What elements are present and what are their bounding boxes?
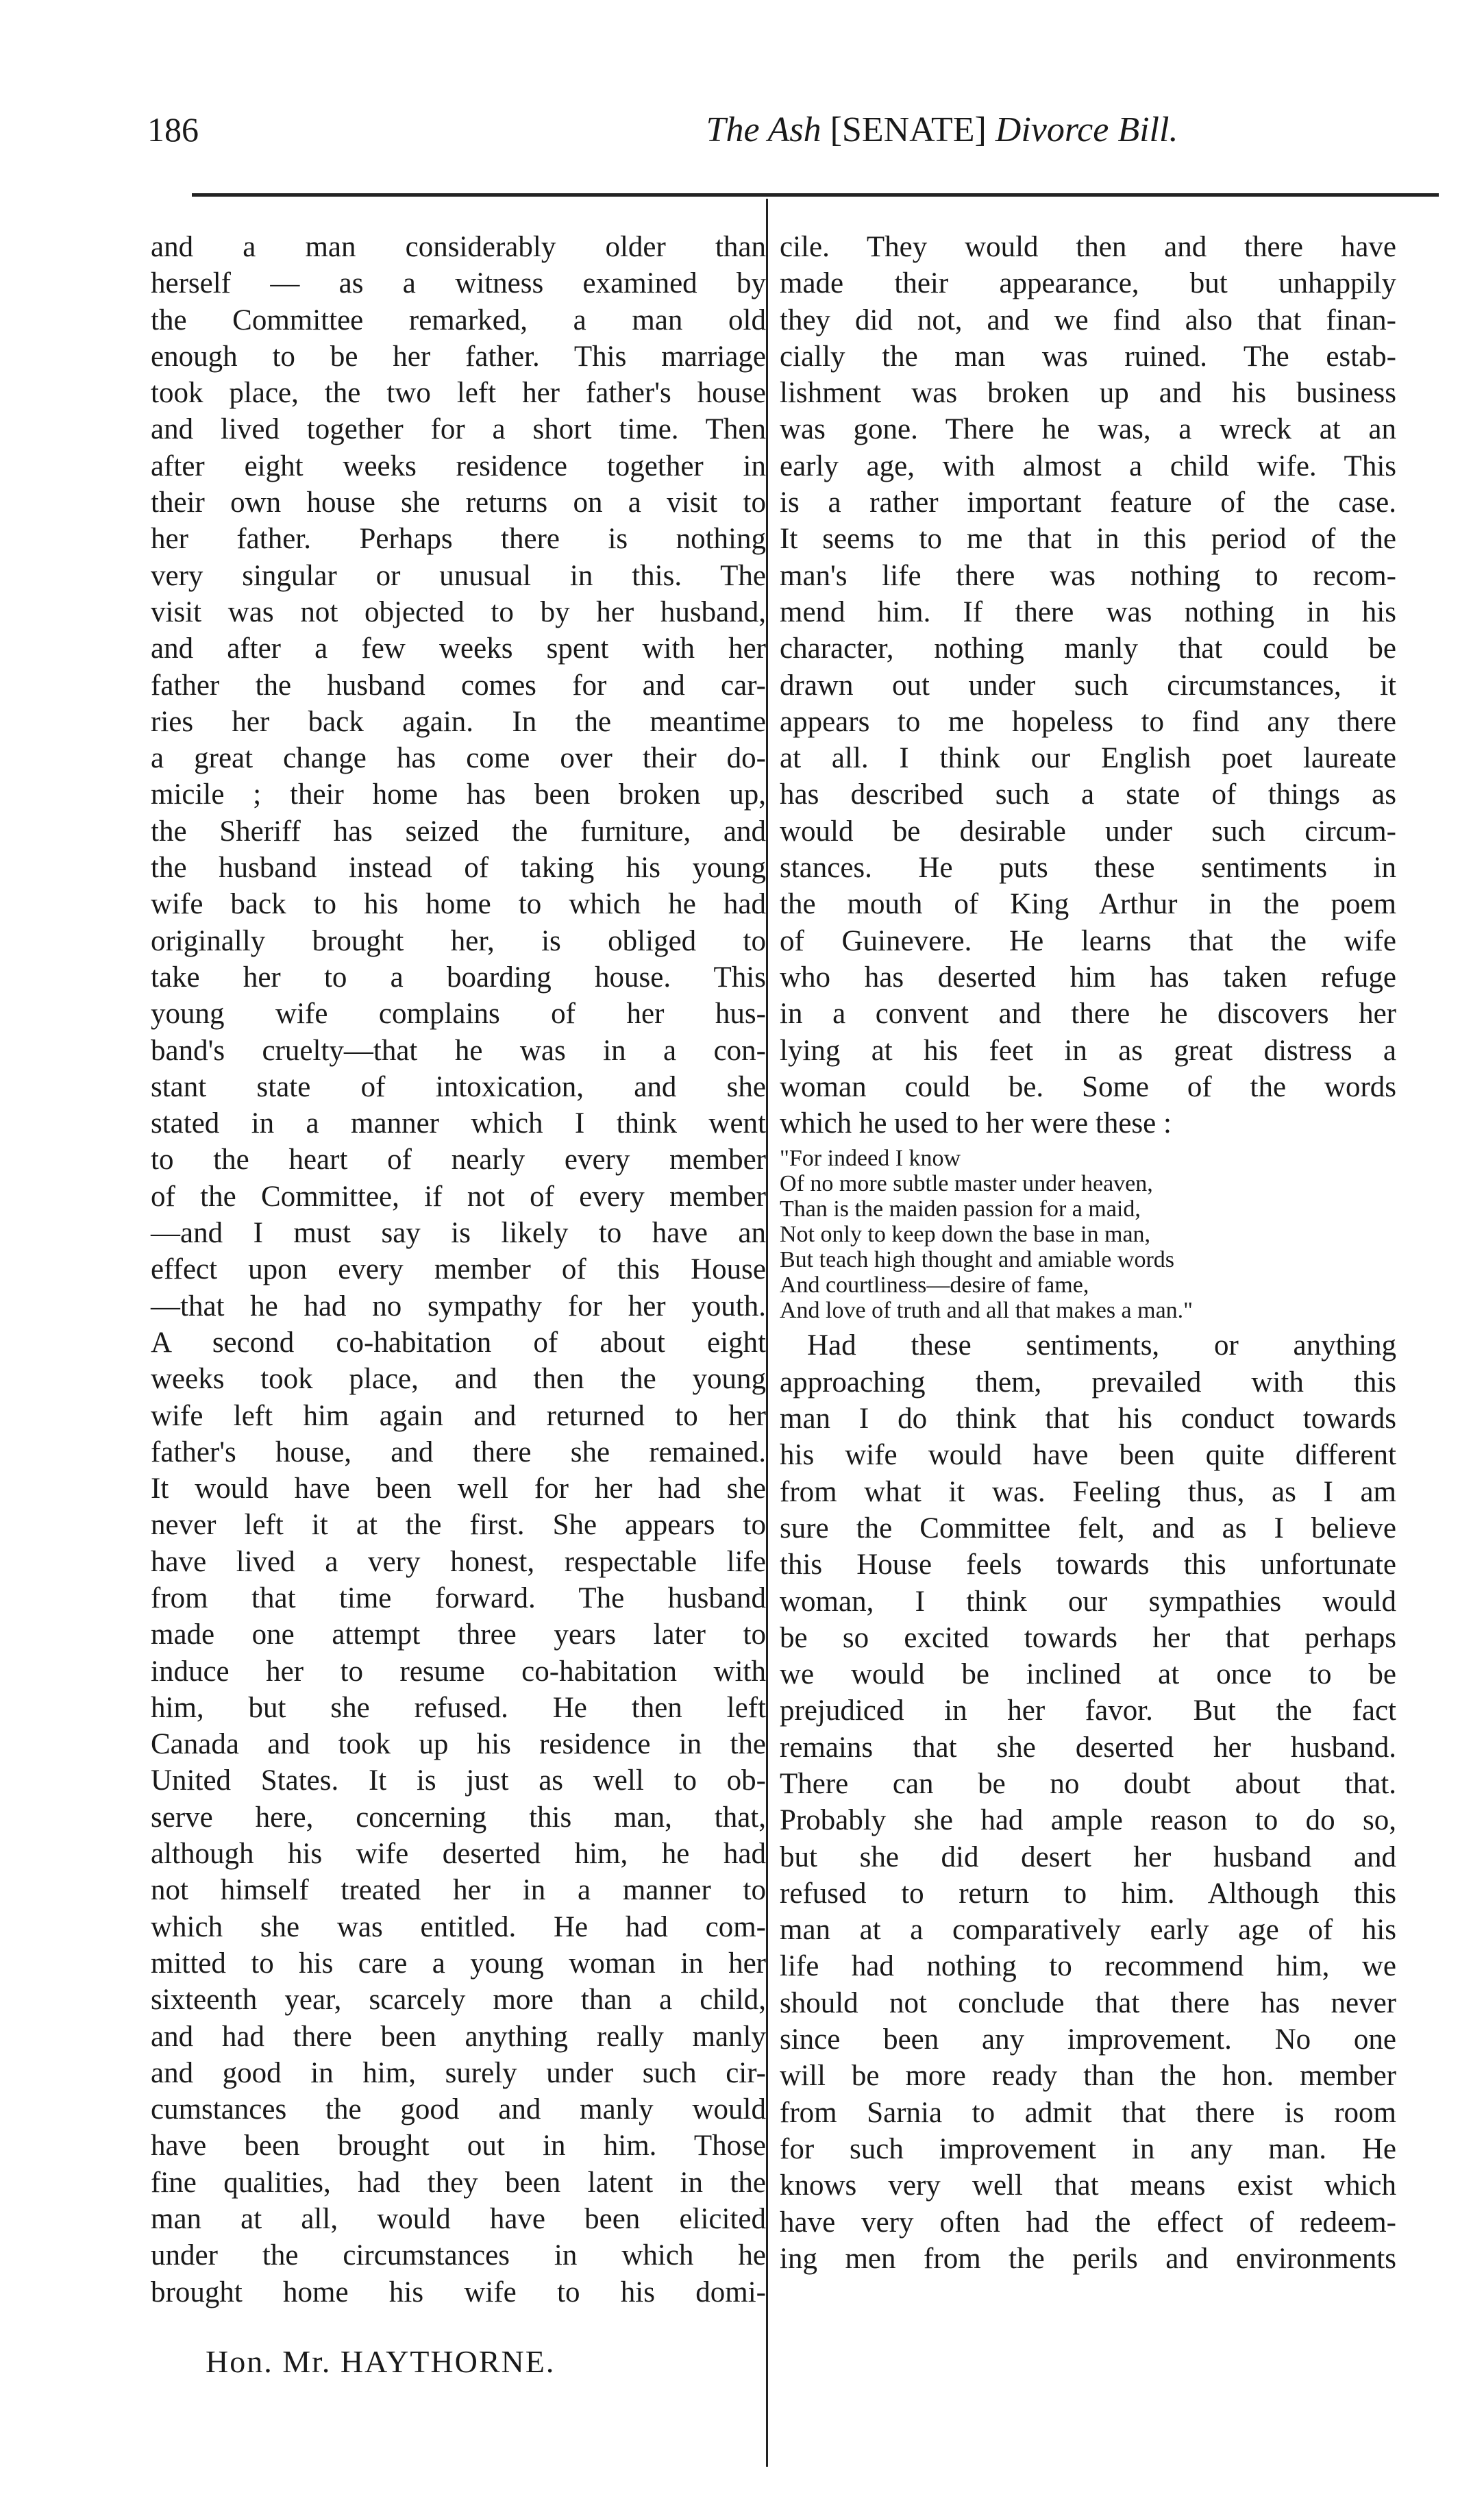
text-line: knows very well that means exist which [780, 2169, 1396, 2202]
running-title [490, 110, 1394, 150]
text-line: mitted to his care a young woman in her [151, 1947, 766, 1980]
text-line: him, but she refused. He then left [151, 1691, 766, 1724]
text-line: from Sarnia to admit that there is room [780, 2096, 1396, 2129]
text-line: woman could be. Some of the words [780, 1070, 1396, 1103]
speaker-footer: Hon. Mr. HAYTHORNE. [206, 2344, 556, 2379]
text-line: character, nothing manly that could be [780, 632, 1396, 665]
text-line: induce her to resume co-habitation with [151, 1655, 766, 1688]
text-line: from that time forward. The husband [151, 1581, 766, 1614]
text-line: It seems to me that in this period of the [780, 523, 1396, 556]
text-line: which he used to her were these : [780, 1107, 1172, 1140]
text-line: lishment was broken up and his business [780, 377, 1396, 410]
text-line: It would have been well for her had she [151, 1473, 766, 1505]
text-line: have very often had the effect of redeem- [780, 2206, 1396, 2239]
text-line: of Guinevere. He learns that the wife [780, 924, 1396, 957]
text-line: young wife complains of her hus- [151, 998, 766, 1031]
text-line: very singular or unusual in this. The [151, 559, 766, 592]
text-line: have been brought out in him. Those [151, 2130, 766, 2163]
text-line: took place, the two left her father's house [151, 377, 766, 410]
text-line: sure the Committee felt, and as I believe [780, 1512, 1396, 1544]
text-line: Not only to keep down the base in man, [780, 1222, 1151, 1248]
text-line: herself — as a witness examined by [151, 267, 766, 300]
text-line: have lived a very honest, respectable life [151, 1545, 766, 1578]
text-line: not himself treated her in a manner to [151, 1874, 766, 1907]
text-line: micile ; their home has been broken up, [151, 778, 766, 811]
text-line: was gone. There he was, a wreck at an [780, 413, 1396, 446]
left-column [151, 229, 766, 2311]
text-line: cumstances the good and manly would [151, 2093, 766, 2126]
text-line: —that he had no sympathy for her youth. [151, 1290, 766, 1322]
text-line: cile. They would then and there have [780, 231, 1396, 263]
text-line: should not conclude that there has never [780, 1986, 1396, 2019]
text-line: enough to be her father. This marriage [151, 340, 766, 373]
page-number: 186 [147, 110, 199, 149]
text-line: —and I must say is likely to have an [151, 1217, 766, 1250]
text-line: and had there been anything really manly [151, 2020, 766, 2053]
running-title-house: [SENATE] [830, 110, 987, 149]
text-line: refused to return to him. Although this [780, 1877, 1396, 1910]
text-line: prejudiced in her favor. But the fact [780, 1695, 1396, 1727]
text-line: and lived together for a short time. Then [151, 413, 766, 446]
text-line: Probably she had ample reason to do so, [780, 1804, 1396, 1837]
text-line: their own house she returns on a visit to [151, 486, 766, 519]
text-line: although his wife deserted him, he had [151, 1838, 766, 1871]
text-line: the husband instead of taking his young [151, 852, 766, 885]
text-line: stant state of intoxication, and she [151, 1070, 766, 1103]
text-line: man I do think that his conduct towards [780, 1403, 1396, 1436]
text-line: but she did desert her husband and [780, 1840, 1396, 1873]
page-header [147, 110, 1394, 151]
text-line: wife left him again and returned to her [151, 1399, 766, 1432]
text-line: and a man considerably older than [151, 231, 766, 263]
text-line: Than is the maiden passion for a maid, [780, 1196, 1141, 1222]
text-line: made their appearance, but unhappily [780, 267, 1396, 300]
text-line: since been any improvement. No one [780, 2023, 1396, 2056]
text-line: we would be inclined at once to be [780, 1658, 1396, 1691]
text-line: A second co-habitation of about eight [151, 1326, 766, 1359]
text-line: has described such a state of things as [780, 778, 1396, 811]
text-line: who has deserted him has taken refuge [780, 961, 1396, 994]
text-line: woman, I think our sympathies would [780, 1585, 1396, 1618]
text-line: after eight weeks residence together in [151, 449, 766, 482]
text-line: her father. Perhaps there is nothing [151, 523, 766, 556]
text-line: which she was entitled. He had com- [151, 1910, 766, 1943]
text-line: ries her back again. In the meantime [151, 705, 766, 738]
text-line: ing men from the perils and environments [780, 2242, 1396, 2275]
text-line: remains that she deserted her husband. [780, 1731, 1396, 1764]
text-line: serve here, concerning this man, that, [151, 1801, 766, 1834]
text-line: But teach high thought and amiable words [780, 1247, 1174, 1273]
text-line: the Committee remarked, a man old [151, 304, 766, 336]
poem-quotation [780, 1146, 1396, 1323]
text-line: in a convent and there he discovers her [780, 998, 1396, 1031]
text-line: this House feels towards this unfortunate [780, 1549, 1396, 1581]
text-line: at all. I think our English poet laureate [780, 742, 1396, 775]
text-line: approaching them, prevailed with this [780, 1366, 1396, 1399]
text-line: lying at his feet in as great distress a [780, 1034, 1396, 1067]
text-line: band's cruelty—that he was in a con- [151, 1034, 766, 1067]
column-divider [766, 199, 768, 2467]
text-line: and good in him, surely under such cir- [151, 2056, 766, 2089]
text-line: life had nothing to recommend him, we [780, 1950, 1396, 1983]
text-line: under the circumstances in which he [151, 2239, 766, 2272]
text-line: is a rather important feature of the case. [780, 486, 1396, 519]
text-line: will be more ready than the hon. member [780, 2060, 1396, 2093]
text-line: man at a comparatively early age of his [780, 1914, 1396, 1947]
text-line: to the heart of nearly every member [151, 1144, 766, 1176]
text-line: wife back to his home to which he had [151, 888, 766, 921]
right-column [780, 229, 1396, 2277]
text-line: And love of truth and all that makes a man." [780, 1298, 1194, 1324]
text-line: would be desirable under such circum- [780, 815, 1396, 848]
text-line: appears to me hopeless to find any there [780, 705, 1396, 738]
text-line: brought home his wife to his domi- [151, 2276, 766, 2308]
text-line: early age, with almost a child wife. This [780, 449, 1396, 482]
text-line: man at all, would have been elicited [151, 2203, 766, 2236]
header-rule [192, 193, 1439, 197]
text-line: Canada and took up his residence in the [151, 1728, 766, 1761]
text-line: take her to a boarding house. This [151, 961, 766, 994]
text-line: There can be no doubt about that. [780, 1767, 1396, 1800]
text-line: United States. It is just as well to ob- [151, 1764, 766, 1797]
text-line: made one attempt three years later to [151, 1618, 766, 1651]
text-line: originally brought her, is obliged to [151, 924, 766, 957]
text-line: from what it was. Feeling thus, as I am [780, 1475, 1396, 1508]
text-line: sixteenth year, scarcely more than a child, [151, 1984, 766, 2017]
text-line: the mouth of King Arthur in the poem [780, 888, 1396, 921]
text-line: Had these sentiments, or anything [807, 1329, 1396, 1362]
running-title-name: The Ash [706, 110, 821, 149]
text-line: for such improvement in any man. He [780, 2132, 1396, 2165]
text-line: be so excited towards her that perhaps [780, 1621, 1396, 1654]
text-line: And courtliness—desire of fame, [780, 1272, 1089, 1298]
text-line: father's house, and there she remained. [151, 1436, 766, 1468]
text-line: a great change has come over their do- [151, 742, 766, 775]
text-line: stances. He puts these sentiments in [780, 852, 1396, 885]
right-column-text-before-quote [780, 229, 1396, 1142]
right-column-text-after-quote [780, 1327, 1396, 2277]
text-line: man's life there was nothing to recom- [780, 559, 1396, 592]
text-line: "For indeed I know [780, 1146, 961, 1172]
text-line: weeks took place, and then the young [151, 1363, 766, 1396]
text-line: visit was not objected to by her husband, [151, 595, 766, 628]
running-title-subject: Divorce Bill. [995, 110, 1178, 149]
text-line: never left it at the first. She appears to [151, 1509, 766, 1542]
text-line: mend him. If there was nothing in his [780, 595, 1396, 628]
text-line: and after a few weeks spent with her [151, 632, 766, 665]
text-line: drawn out under such circumstances, it [780, 669, 1396, 702]
text-line: the Sheriff has seized the furniture, and [151, 815, 766, 848]
text-line: they did not, and we find also that finan- [780, 304, 1396, 336]
text-line: Of no more subtle master under heaven, [780, 1171, 1153, 1197]
text-line: cially the man was ruined. The estab- [780, 340, 1396, 373]
text-line: effect upon every member of this House [151, 1253, 766, 1286]
text-line: father the husband comes for and car- [151, 669, 766, 702]
text-line: of the Committee, if not of every member [151, 1180, 766, 1213]
text-line: fine qualities, had they been latent in the [151, 2166, 766, 2199]
text-line: his wife would have been quite different [780, 1439, 1396, 1472]
text-line: stated in a manner which I think went [151, 1107, 766, 1140]
